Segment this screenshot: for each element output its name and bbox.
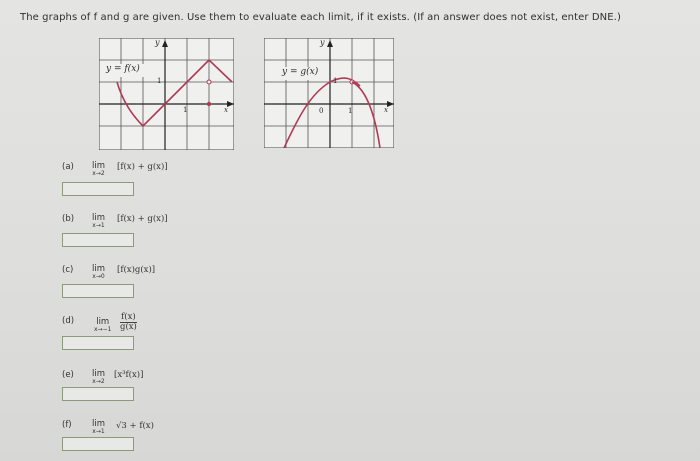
part-d-tag: (d) <box>62 316 75 326</box>
part-c-expression: [f(x)g(x)] <box>117 265 156 275</box>
graph-g-tick-x: 1 <box>348 107 353 115</box>
part-c-limit <box>92 265 105 281</box>
part-d-limit <box>94 318 111 334</box>
part-b-lim-sub: x→1 <box>92 222 105 229</box>
graph-g-svg <box>264 38 394 148</box>
part-e-expression: [x³f(x)] <box>114 370 144 380</box>
graph-g-label: y = g(x) <box>282 67 319 77</box>
part-a-answer-input[interactable] <box>62 182 134 196</box>
part-b-tag: (b) <box>62 214 75 224</box>
part-e-tag: (e) <box>62 370 74 380</box>
part-a-expression: [f(x) + g(x)] <box>117 162 168 172</box>
part-d-expression <box>120 313 137 332</box>
part-f-lim-word: lim <box>92 419 106 429</box>
part-f-limit <box>92 420 105 436</box>
part-d-answer-input[interactable] <box>62 336 134 350</box>
part-d-denominator: g(x) <box>120 322 137 332</box>
part-e-limit <box>92 370 105 386</box>
part-d-numerator: f(x) <box>121 312 136 322</box>
graph-g-x-axis-label: x <box>384 106 388 114</box>
instructions: The graphs of f and g are given. Use them to evaluate each limit, if it exists. (If an answer does not exist, enter DNE.) <box>20 12 621 23</box>
part-e-answer-input[interactable] <box>62 387 134 401</box>
graph-g-y-axis-label: y <box>320 38 325 47</box>
part-a-lim-word: lim <box>92 161 106 171</box>
graph-g-tick-origin: 0 <box>319 107 324 115</box>
graph-f-svg <box>99 38 234 150</box>
part-a-limit <box>92 162 105 178</box>
part-e-lim-sub: x→2 <box>92 378 105 385</box>
part-d-lim-word: lim <box>96 317 110 327</box>
part-c-lim-sub: x→0 <box>92 273 105 280</box>
graph-f-tick-x: 1 <box>183 106 188 114</box>
part-b-lim-word: lim <box>92 213 106 223</box>
graph-g-tick-y: 1 <box>333 77 338 85</box>
graph-f-y-axis-label: y <box>155 38 160 47</box>
part-b-expression: [f(x) + g(x)] <box>117 214 168 224</box>
part-c-answer-input[interactable] <box>62 284 134 298</box>
graph-f-tick-y: 1 <box>157 77 162 85</box>
part-a-tag: (a) <box>62 162 74 172</box>
graph-f-label: y = f(x) <box>106 64 140 74</box>
part-c-lim-word: lim <box>92 264 106 274</box>
part-f-expression: √3 + f(x) <box>116 421 154 431</box>
part-c-tag: (c) <box>62 265 74 275</box>
graph-f-x-axis-label: x <box>224 106 228 114</box>
part-b-answer-input[interactable] <box>62 233 134 247</box>
graph-g <box>264 38 394 148</box>
part-d-lim-sub: x→−1 <box>94 326 112 333</box>
part-a-lim-sub: x→2 <box>92 170 105 177</box>
part-d-fraction <box>120 313 137 332</box>
part-e-lim-word: lim <box>92 369 106 379</box>
part-f-tag: (f) <box>62 420 72 430</box>
graph-f <box>99 38 234 150</box>
part-f-answer-input[interactable] <box>62 437 134 451</box>
part-f-lim-sub: x→1 <box>92 428 105 435</box>
part-b-limit <box>92 214 105 230</box>
